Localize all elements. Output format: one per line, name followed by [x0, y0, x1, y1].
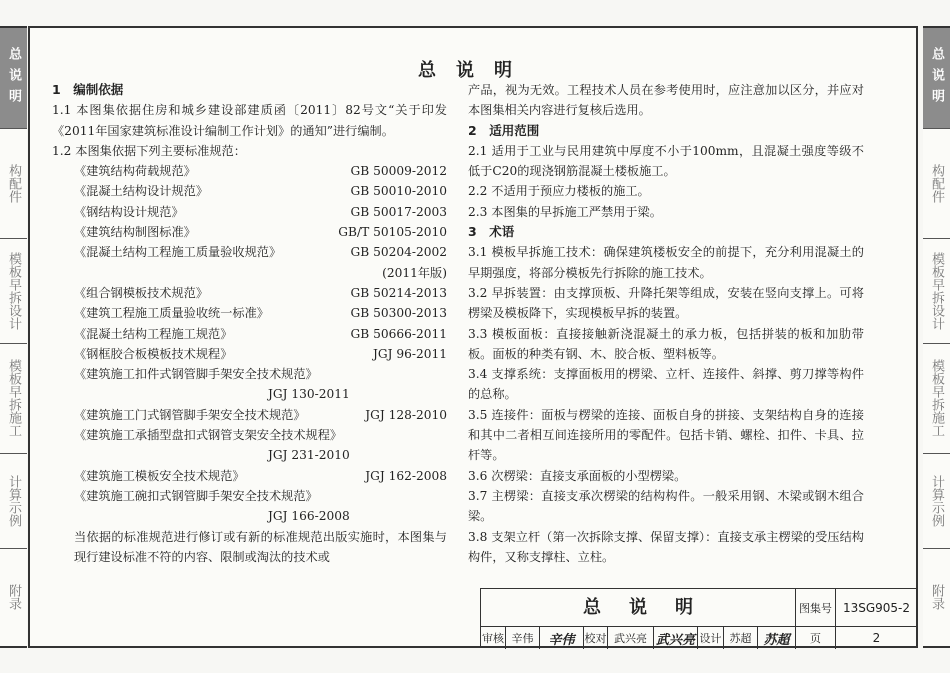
- side-tab-label: 构配件: [6, 163, 21, 203]
- standard-row: [52, 324, 447, 344]
- standards-list-2: [52, 283, 447, 364]
- code-edition-note: (2011年版): [382, 265, 447, 280]
- design-label: 设计: [697, 627, 723, 649]
- side-tab-label: 总说明: [929, 46, 944, 110]
- standard-code: JGJ 130-2011: [268, 387, 350, 402]
- standard-name: 《钢结构设计规范》: [74, 204, 184, 219]
- standard-code: GB 50300-2013: [350, 306, 447, 321]
- checker-signature: 武兴亮: [653, 627, 697, 649]
- side-tab-construction[interactable]: [923, 343, 950, 453]
- standard-row: [52, 344, 447, 364]
- side-tab-examples[interactable]: [923, 453, 950, 548]
- standard-code: GB 50214-2013: [350, 285, 447, 300]
- review-label: 审核: [482, 632, 504, 645]
- standard-code: GB 50010-2010: [350, 184, 447, 199]
- checker-name: 武兴亮: [607, 627, 653, 649]
- side-tab-components[interactable]: [923, 128, 950, 238]
- side-tab-label: 附录: [929, 584, 944, 610]
- section-heading-basis: 1 编制依据: [52, 82, 124, 97]
- section-heading-scope: 2 适用范围: [468, 122, 540, 138]
- side-tab-label: 模板早拆施工: [6, 359, 21, 437]
- side-tab-label: 模板早拆施工: [929, 359, 944, 437]
- standard-name: 《混凝土结构工程施工质量验收规范》: [74, 245, 282, 260]
- standard-row: [52, 242, 447, 262]
- page-label: 页: [795, 627, 835, 649]
- reviewer-signature: 辛伟: [539, 627, 583, 649]
- check-label: 校对: [583, 627, 607, 649]
- standard-code: GB 50666-2011: [350, 326, 447, 341]
- atlas-number: 13SG905-2: [835, 589, 917, 626]
- standard-name: 《建筑结构荷载规范》: [74, 164, 196, 179]
- standard-name: 《建筑施工扣件式钢管脚手架安全技术规范》: [74, 367, 318, 382]
- standard-row: [52, 283, 447, 303]
- para-tail: 当依据的标准规范进行修订或有新的标准规范出版实施时，本图集与现行建设标准不符的内容、限制或淘汰的技术或: [74, 529, 447, 564]
- standard-code: GB 50017-2003: [350, 204, 447, 219]
- standard-code: GB/T 50105-2010: [338, 225, 447, 240]
- standard-code: JGJ 231-2010: [268, 448, 350, 463]
- para-3-4: 3.4 支撑系统：支撑面板用的楞梁、立杆、连接件、斜撑、剪刀撑等构件的总称。: [468, 367, 864, 402]
- side-tab-general[interactable]: [0, 28, 27, 128]
- designer-signature: 苏超: [757, 627, 795, 649]
- standard-row: [52, 405, 447, 425]
- standard-name: 《建筑施工模板安全技术规范》: [74, 468, 245, 483]
- para-1-1: 1.1 本图集依据住房和城乡建设部建质函〔2011〕82号文“关于印发《2011年国家建筑标准设计编制工作计划》的通知”进行编制。: [52, 103, 447, 138]
- standard-code: JGJ 128-2010: [365, 407, 447, 422]
- drawing-sheet: [28, 26, 918, 648]
- standard-row: [52, 222, 447, 242]
- standard-name: 《建筑施工门式钢管脚手架安全技术规范》: [74, 407, 306, 422]
- title-block-main: 总说明: [583, 597, 721, 618]
- para-continuation: 产品，视为无效。工程技术人员在参考使用时，应注意加以区分，并应对本图集相关内容进行复核后选用。: [468, 83, 864, 118]
- standard-name: 《钢框胶合板模板技术规程》: [74, 346, 233, 361]
- side-tab-design[interactable]: [923, 238, 950, 343]
- left-column: [52, 80, 447, 567]
- standards-list: [52, 161, 447, 262]
- para-3-7: 3.7 主楞梁：直接支承次楞梁的结构构件。一般采用钢、木梁或钢木组合梁。: [468, 488, 864, 524]
- side-tab-appendix[interactable]: [0, 548, 27, 646]
- side-tab-examples[interactable]: [0, 453, 27, 548]
- standard-name: 《建筑结构制图标准》: [74, 225, 196, 240]
- standard-row: [52, 161, 447, 181]
- standard-row: [52, 303, 447, 323]
- para-3-8: 3.8 支架立杆（第一次拆除支撑、保留支撑）：直接支承主楞梁的受压结构构件，又称支撑柱、立柱。: [468, 529, 864, 564]
- standard-row: [52, 202, 447, 222]
- side-tab-label: 计算示例: [929, 474, 944, 527]
- standard-name: 《混凝土结构设计规范》: [74, 184, 209, 199]
- para-3-3: 3.3 模板面板：直接接触新浇混凝土的承力板，包括拼装的板和加肋带板。面板的种类有钢、木、胶合板、塑料板等。: [468, 326, 864, 361]
- side-tab-label: 构配件: [929, 163, 944, 203]
- standard-name: 《建筑工程施工质量验收统一标准》: [74, 306, 269, 321]
- page-number: 2: [835, 627, 917, 649]
- side-tab-label: 总说明: [6, 46, 21, 110]
- left-side-tabs: [0, 26, 27, 648]
- standard-name: 《混凝土结构工程施工规范》: [74, 326, 233, 341]
- side-tab-construction[interactable]: [0, 343, 27, 453]
- side-tab-label: 附录: [6, 584, 21, 610]
- para-2-1: 2.1 适用于工业与民用建筑中厚度不小于100mm，且混凝土强度等级不低于C20的现浇钢筋混凝土楼板施工。: [468, 143, 864, 179]
- side-tab-label: 模板早拆设计: [6, 251, 21, 330]
- standard-name: 《建筑施工承插型盘扣式钢管支架安全技术规程》: [74, 428, 343, 443]
- reviewer-name: 辛伟: [505, 627, 539, 649]
- para-2-2: 2.2 不适用于预应力楼板的施工。: [468, 184, 650, 199]
- standard-code: JGJ 162-2008: [365, 468, 447, 483]
- side-tab-label: 模板早拆设计: [929, 251, 944, 330]
- standard-code: JGJ 166-2008: [268, 509, 350, 524]
- side-tab-general[interactable]: [923, 28, 950, 128]
- standard-name: 《建筑施工碗扣式钢管脚手架安全技术规范》: [74, 488, 318, 503]
- standard-name: 《组合钢模板技术规范》: [74, 285, 209, 300]
- right-side-tabs: [923, 26, 950, 648]
- para-2-3: 2.3 本图集的早拆施工严禁用于梁。: [468, 204, 662, 219]
- para-3-6: 3.6 次楞梁：直接支承面板的小型楞梁。: [468, 468, 687, 483]
- page-title: 总说明: [418, 60, 532, 81]
- standard-row: [52, 466, 447, 486]
- designer-name: 苏超: [723, 627, 757, 649]
- standard-code: GB 50204-2002: [350, 245, 447, 260]
- standard-code: JGJ 96-2011: [372, 346, 447, 361]
- right-column: [468, 80, 864, 567]
- standard-code: GB 50009-2012: [350, 164, 447, 179]
- para-3-1: 3.1 模板早拆施工技术：确保建筑楼板安全的前提下，充分利用混凝土的早期强度，将部分模板先行拆除的施工技术。: [468, 245, 864, 280]
- section-heading-terms: 3 术语: [468, 224, 515, 240]
- title-block: [480, 588, 916, 648]
- para-1-2: 1.2 本图集依据下列主要标准规范：: [52, 143, 246, 158]
- atlas-label: 图集号: [795, 589, 835, 626]
- standard-row: [52, 181, 447, 201]
- side-tab-design[interactable]: [0, 238, 27, 343]
- side-tab-label: 计算示例: [6, 474, 21, 527]
- side-tab-appendix[interactable]: [923, 548, 950, 646]
- para-3-5: 3.5 连接件：面板与楞梁的连接、面板自身的拼接、支架结构自身的连接和其中二者相互间连接所用的零配件。包括卡销、螺栓、扣件、卡具、拉杆等。: [468, 407, 864, 463]
- para-3-2: 3.2 早拆装置：由支撑顶板、升降托架等组成，安装在竖向支撑上。可将楞梁及模板降下，实现模板早拆的装置。: [468, 285, 864, 321]
- side-tab-components[interactable]: [0, 128, 27, 238]
